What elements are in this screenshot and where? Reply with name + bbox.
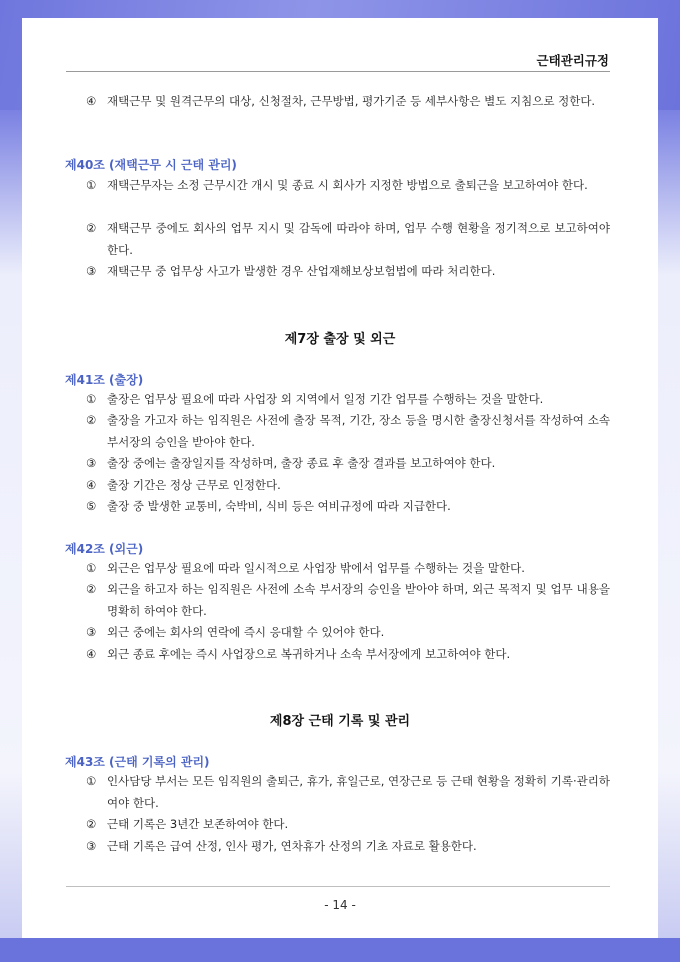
background-bottom-band bbox=[0, 938, 680, 962]
item-text: 재택근무 중 업무상 사고가 발생한 경우 산업재해보상보험법에 따라 처리한다. bbox=[107, 264, 496, 278]
list-item bbox=[86, 218, 610, 261]
item-number: ③ bbox=[86, 264, 97, 278]
item-number: ① bbox=[86, 774, 97, 788]
list-item bbox=[86, 410, 610, 453]
list-item bbox=[86, 814, 610, 836]
item-text: 근태 기록은 급여 산정, 인사 평가, 연차휴가 산정의 기초 자료로 활용한다. bbox=[107, 839, 477, 853]
item-number: ④ bbox=[86, 478, 97, 492]
item-text: 재택근무 및 원격근무의 대상, 신청절차, 근무방법, 평가기준 등 세부사항은 별도 지침으로 정한다. bbox=[107, 94, 596, 108]
list-item bbox=[86, 579, 610, 622]
list-item bbox=[86, 475, 610, 497]
document-page bbox=[22, 18, 658, 938]
item-number: ① bbox=[86, 561, 97, 575]
page-number: - 14 - bbox=[324, 898, 356, 912]
list-item bbox=[86, 836, 610, 858]
item-text: 출장 중 발생한 교통비, 숙박비, 식비 등은 여비규정에 따라 지급한다. bbox=[107, 499, 451, 513]
list-item bbox=[86, 558, 610, 580]
item-text: 외근 중에는 회사의 연락에 즉시 응대할 수 있어야 한다. bbox=[107, 625, 385, 639]
item-number: ④ bbox=[86, 647, 97, 661]
item-text: 외근은 업무상 필요에 따라 일시적으로 사업장 밖에서 업무를 수행하는 것을 말한다. bbox=[107, 561, 525, 575]
chapter-title: 제8장 근태 기록 및 관리 bbox=[269, 714, 411, 729]
list-item bbox=[86, 644, 610, 666]
item-text: 출장 중에는 출장일지를 작성하며, 출장 종료 후 출장 결과를 보고하여야 한다. bbox=[107, 456, 496, 470]
item-text: 재택근무자는 소정 근무시간 개시 및 종료 시 회사가 지정한 방법으로 출퇴근을 보고하여야 한다. bbox=[107, 178, 588, 192]
article-title: 제42조 (외근) bbox=[65, 542, 144, 556]
list-item bbox=[86, 622, 610, 644]
item-number: ④ bbox=[86, 94, 97, 108]
item-number: ② bbox=[86, 817, 97, 831]
footer-divider bbox=[66, 886, 610, 887]
list-item bbox=[86, 91, 610, 113]
item-number: ① bbox=[86, 392, 97, 406]
item-text: 외근 종료 후에는 즉시 사업장으로 복귀하거나 소속 부서장에게 보고하여야 한다. bbox=[107, 647, 511, 661]
item-number: ⑤ bbox=[86, 499, 97, 513]
item-text: 재택근무 중에도 회사의 업무 지시 및 감독에 따라야 하며, 업무 수행 현황을 정기적으로 보고하여야 한다. bbox=[107, 221, 610, 257]
item-text: 출장을 가고자 하는 임직원은 사전에 출장 목적, 기간, 장소 등을 명시한 출장신청서를 작성하여 소속 부서장의 승인을 받아야 한다. bbox=[107, 413, 610, 449]
item-number: ③ bbox=[86, 456, 97, 470]
running-header-title: 근태관리규정 bbox=[536, 53, 609, 68]
item-number: ③ bbox=[86, 839, 97, 853]
item-number: ② bbox=[86, 413, 97, 427]
list-item bbox=[86, 496, 610, 518]
item-text: 외근을 하고자 하는 임직원은 사전에 소속 부서장의 승인을 받아야 하며, 외근 목적지 및 업무 내용을 명확히 하여야 한다. bbox=[107, 582, 610, 618]
item-text: 출장은 업무상 필요에 따라 사업장 외 지역에서 일정 기간 업무를 수행하는 것을 말한다. bbox=[107, 392, 544, 406]
list-item bbox=[86, 453, 610, 475]
item-number: ① bbox=[86, 178, 97, 192]
item-text: 출장 기간은 정상 근무로 인정한다. bbox=[107, 478, 281, 492]
list-item bbox=[86, 771, 610, 814]
article-title: 제40조 (재택근무 시 근태 관리) bbox=[65, 158, 237, 172]
list-item bbox=[86, 261, 610, 283]
list-item bbox=[86, 389, 610, 411]
chapter-title: 제7장 출장 및 외근 bbox=[284, 332, 396, 347]
item-number: ③ bbox=[86, 625, 97, 639]
list-item bbox=[86, 175, 610, 197]
article-title: 제43조 (근태 기록의 관리) bbox=[65, 755, 210, 769]
item-number: ② bbox=[86, 221, 97, 235]
item-number: ② bbox=[86, 582, 97, 596]
item-text: 인사담당 부서는 모든 임직원의 출퇴근, 휴가, 휴일근로, 연장근로 등 근태 현황을 정확히 기록·관리하여야 한다. bbox=[107, 774, 610, 810]
header-divider bbox=[66, 71, 610, 72]
item-text: 근태 기록은 3년간 보존하여야 한다. bbox=[107, 817, 289, 831]
article-title: 제41조 (출장) bbox=[65, 373, 144, 387]
